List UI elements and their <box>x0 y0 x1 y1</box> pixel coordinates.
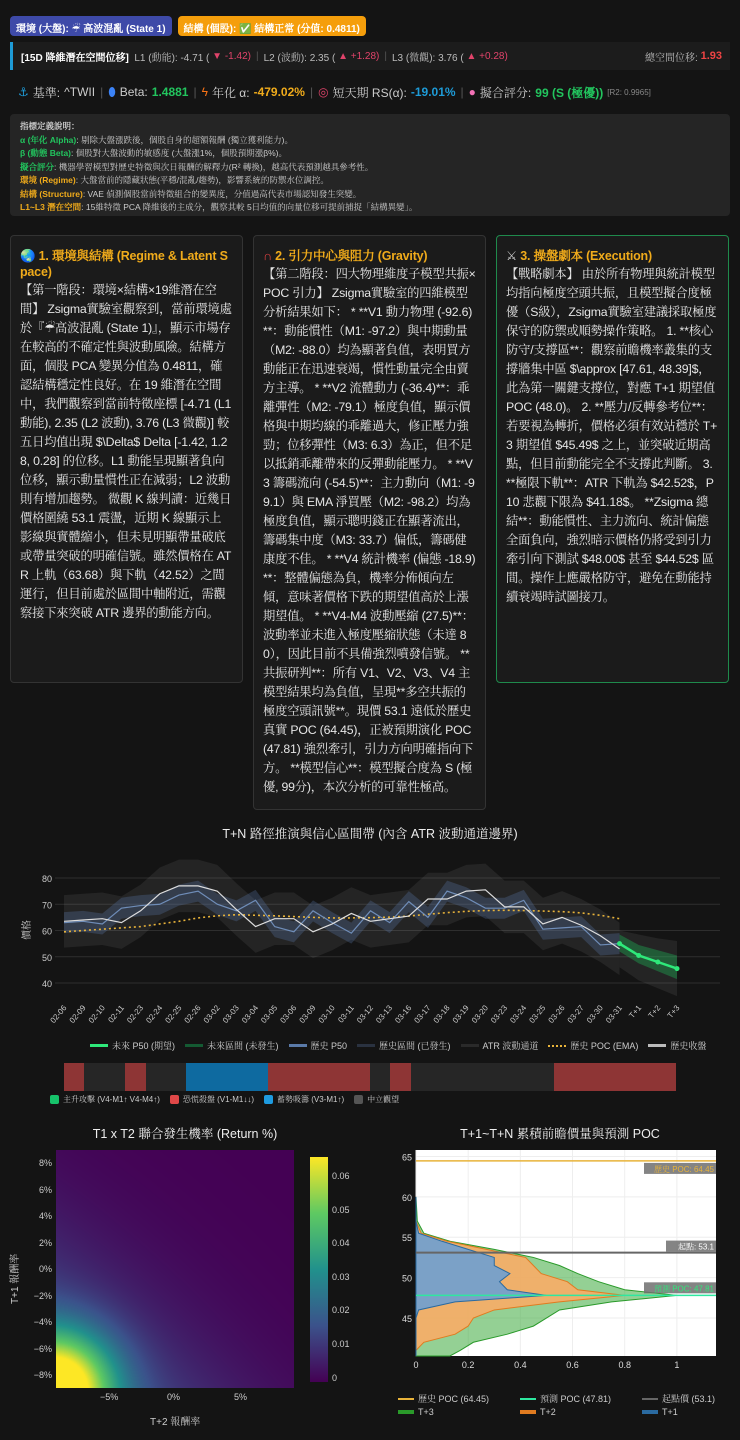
legend-label: 蓄勢吸籌 (V3-M1↑) <box>277 1095 345 1104</box>
regime-segment <box>186 1063 268 1091</box>
legend-label: ATR 波動通道 <box>482 1041 539 1051</box>
y-tick-label: 45 <box>401 1314 412 1325</box>
svg-text:起點: 53.1: 起點: 53.1 <box>677 1242 714 1252</box>
regime-legend <box>50 1094 399 1105</box>
y-tick-label: 70 <box>41 900 52 911</box>
future-point <box>675 966 680 971</box>
card-title: 1. 環境與結構 (Regime & Latent Space) <box>20 249 228 279</box>
colorbar-tick-label: 0.04 <box>332 1238 350 1249</box>
legend-item[interactable] <box>398 1392 512 1405</box>
legend-swatch <box>170 1095 179 1104</box>
x-tick-label: 03-17 <box>412 1003 433 1025</box>
legend-swatch <box>548 1045 566 1047</box>
definition-key: 環境 (Regime) <box>20 175 76 185</box>
x-tick-label: T+1 <box>627 1003 644 1021</box>
legend-label: 歷史 POC (EMA) <box>570 1041 639 1051</box>
anchor-icon: ⚓ <box>18 85 29 99</box>
legend-label: 起點價 (53.1) <box>662 1394 716 1404</box>
l1-value: L1 (動能): -4.71 ( <box>134 52 210 64</box>
regime-segment <box>411 1063 554 1091</box>
x-tick-label: 0.2 <box>461 1360 475 1370</box>
x-tick-label: 03-10 <box>316 1003 337 1025</box>
regime-segment <box>64 1063 84 1091</box>
alpha-label: 年化 α: <box>211 85 250 100</box>
x-tick-label: 02-09 <box>67 1003 88 1025</box>
regime-badge: 環境 (大盤): ☔ 高波混亂 (State 1) <box>10 16 172 36</box>
regime-segment <box>390 1063 410 1091</box>
y-tick-label: 2% <box>38 1237 52 1248</box>
legend-label: 中立觀望 <box>367 1095 400 1104</box>
legend-item[interactable] <box>90 1039 175 1052</box>
legend-swatch <box>264 1095 273 1104</box>
regime-segment <box>554 1063 676 1091</box>
alpha-value: -479.02% <box>253 85 305 99</box>
x-tick-label: 0.6 <box>566 1360 579 1370</box>
y-tick-label: 60 <box>401 1192 412 1203</box>
path-chart <box>0 840 740 1040</box>
y-tick-label: 50 <box>41 952 52 963</box>
future-point <box>617 941 622 946</box>
x-tick-label: −5% <box>100 1392 119 1402</box>
legend-swatch <box>357 1044 375 1047</box>
y-tick-label: −6% <box>33 1343 52 1354</box>
y-tick-label: 6% <box>38 1184 52 1195</box>
legend-item[interactable] <box>357 1039 451 1052</box>
colorbar-tick-label: 0.05 <box>332 1204 350 1215</box>
regime-segment <box>370 1063 390 1091</box>
regime-legend-item <box>50 1094 160 1105</box>
colorbar-tick-label: 0.03 <box>332 1271 350 1282</box>
x-axis-label: T+2 報酬率 <box>150 1417 201 1428</box>
total-shift-value: 1.93 <box>700 50 722 62</box>
legend-item[interactable] <box>548 1039 638 1052</box>
x-tick-label: 03-05 <box>259 1003 280 1025</box>
legend-label: T+3 <box>418 1407 434 1417</box>
x-tick-label: 0.8 <box>618 1360 631 1370</box>
total-shift-label: 總空間位移: <box>645 52 698 64</box>
beta-value: 1.4881 <box>151 85 189 99</box>
future-point <box>636 953 641 958</box>
definition-key: L1~L3 潛在空間 <box>20 202 82 212</box>
colorbar-tick-label: 0.06 <box>332 1171 350 1181</box>
y-tick-label: 4% <box>38 1211 52 1221</box>
y-tick-label: 40 <box>41 979 52 989</box>
x-tick-label: 03-30 <box>584 1003 605 1025</box>
regime-segment <box>84 1063 125 1091</box>
y-axis-label: 價格 <box>22 920 33 940</box>
x-tick-label: 03-06 <box>278 1003 299 1025</box>
x-tick-label: 5% <box>234 1392 248 1402</box>
volume-profile-chart <box>380 1142 740 1382</box>
x-tick-label: 03-31 <box>604 1003 625 1025</box>
lightning-icon: ϟ <box>201 85 208 99</box>
definition-key: 結構 (Structure) <box>20 188 83 199</box>
legend-swatch <box>50 1095 59 1104</box>
x-tick-label: 02-11 <box>106 1003 127 1025</box>
l3-value: L3 (微觀): 3.76 ( <box>392 52 464 64</box>
path-chart-title: T+N 路徑推演與信心區間帶 (內含 ATR 波動通道邊界) <box>222 827 518 841</box>
definitions-title: 指標定義說明： <box>20 121 80 131</box>
definition-text: : 個股對大盤波動的敏感度 (大盤漲1%，個股預期漲β%)。 <box>71 148 287 158</box>
x-tick-label: 02-23 <box>125 1003 146 1025</box>
definition-key: β (動態 Beta) <box>20 148 71 158</box>
legend-swatch <box>185 1044 203 1047</box>
definition-text: : 大盤當前的隱藏狀態(平穩/混亂/趨勢)，影響系統的防禦水位調控。 <box>75 175 329 185</box>
y-tick-label: 55 <box>401 1233 412 1244</box>
future-point <box>655 960 660 965</box>
card-body: 【第二階段：四大物理維度子模型共振×POC 引力】 Zsigma實驗室的四維模型分析結果如下： * **V1 動力物理 (-92.6)**：動能慣性（M1: -97.2）與中期動量（M2: -88.0）均為顯著負值，表明買方動能正在迅速衰竭，慣性動量完全由賣方主導。 * **V2 流體動力 (-36.4)**：乖離彈性（M2: -79.1）極度負值，顯示價格與中期均線的乖離過大，修正壓力強勁；位移彈性（M3: 6.3）為正，但不足以抵銷乖離帶來的反彈動能壓力。 * **V3 籌碼流向 (-54.5)**：主力動向（M1: -99.1）與 EMA 淨買壓（M2: -98.2）均為極度負值，顯示聰明錢正在顯著流出，籌碼集中度（M3: 33.7）偏低，籌碼健康度不佳。 * **V4 統計機率 (偏態 -18.9)**：整體偏態為負，機率分佈傾向左傾，意味著價格下跌的期望值高於上漲期望值。 * **V4-M4 波動壓縮 (27.5)**：波動率並未進入極度壓縮狀態（未達 80），因此目前不具備強烈噴發信號。 **共振研判**：所有 V1、V2、V3、V4 主模型結果均為負值，呈現**多空共振的極度空頭訊號**。現價 53.1 遠低於歷史真實 POC (64.45)，正被預期演化 POC (47.81) 強烈牽引，引力方向明確指向下方。 **模型信心**：模型擬合度為 S (極優, 99分)，本次分析的可靠性極高。 <box>263 267 476 794</box>
annotation-pred <box>644 1282 716 1293</box>
card-body: 【戰略劇本】 由於所有物理與統計模型均指向極度空頭共振，且模型擬合度極優（S級），Zsigma實驗室建議採取極度保守的防禦或順勢操作策略。 1. **核心防守/支撐區**：觀察前瞻機率叢集的支撐牆集中區 $\approx [47.61, 48.39]$，此為第一關鍵支撐位，對應 T+1 期望值 POC (48.0)。 2. **壓力/反轉參考位**：若要視為轉折，價格必須有效站穩於 T+3 期望值 $45.49$ 之上，並突破近期高點，但目前動能完全不支撐此判斷。 3. **極限下軌**：ATR 下軌為 $42.52$，P10 悲觀下限為 $41.18$。 **Zsigma 總結**：動能慣性、主力流向、統計偏態全面負向，強烈暗示價格仍將受到引力牽引向下測試 $48.00$ 甚至 $44.52$ 區間。操作上應嚴格防守，避免在動能持續衰竭時試圖接刀。 <box>506 267 718 604</box>
legend-item[interactable] <box>185 1039 279 1052</box>
fit-value: 99 (S (極優)) <box>535 85 604 100</box>
l3-delta: ▲ +0.28) <box>466 50 508 62</box>
card-title: 2. 引力中心與阻力 (Gravity) <box>275 249 428 263</box>
volume-profile-title: T+1~T+N 累積前瞻價量與預測 POC <box>460 1127 660 1141</box>
y-tick-label: 8% <box>38 1158 52 1168</box>
svg-text:歷史 POC: 64.45: 歷史 POC: 64.45 <box>653 1164 714 1174</box>
colorbar-tick-label: 0.01 <box>332 1339 350 1349</box>
badge-row <box>10 16 366 36</box>
x-tick-label: 02-10 <box>86 1003 107 1025</box>
legend-swatch <box>398 1410 414 1414</box>
path-chart-legend <box>90 1039 706 1052</box>
legend-item[interactable] <box>520 1407 634 1417</box>
legend-label: 未來 P50 (期望) <box>112 1041 176 1051</box>
shield-icon: ⬮ <box>108 84 116 99</box>
rs-value: -19.01% <box>410 85 456 99</box>
x-tick-label: 02-06 <box>48 1003 69 1025</box>
legend-swatch <box>354 1095 363 1104</box>
regime-bar <box>64 1063 676 1091</box>
charts-section <box>0 128 740 1440</box>
x-tick-label: 03-11 <box>336 1003 356 1025</box>
y-tick-label: 80 <box>41 874 52 884</box>
legend-item[interactable] <box>289 1039 348 1052</box>
legend-swatch <box>289 1044 307 1047</box>
x-tick-label: 03-03 <box>220 1003 241 1025</box>
legend-label: T+1 <box>662 1407 678 1417</box>
legend-swatch <box>520 1398 536 1400</box>
legend-swatch <box>461 1044 479 1047</box>
rs-label: 短天期 RS(α): <box>332 85 407 100</box>
legend-label: T+2 <box>540 1407 556 1417</box>
y-tick-label: 60 <box>41 926 52 937</box>
x-tick-label: T+3 <box>665 1003 682 1021</box>
card-title: 3. 操盤劇本 (Execution) <box>520 249 652 263</box>
x-tick-label: 03-20 <box>469 1003 490 1025</box>
magnet-icon: ∩ <box>263 249 272 263</box>
x-tick-label: 03-16 <box>393 1003 414 1025</box>
volume-profile-legend <box>398 1392 738 1417</box>
definition-key: α (年化 Alpha) <box>20 134 77 145</box>
brain-icon: ● <box>468 85 476 99</box>
legend-label: 主升攻擊 (V4-M1↑ V4-M4↑) <box>63 1095 160 1104</box>
legend-item[interactable] <box>398 1407 512 1417</box>
heatmap <box>56 1150 294 1388</box>
x-tick-label: 03-13 <box>374 1003 395 1025</box>
metrics-row: ⚓ 基準: ^TWII | ⬮ Beta: 1.4881 | ϟ 年化 α: -479.02% | ◎ 短天期 RS(α): -19.01% | ● 擬合評分: 99 (S (極優)) [R2: 0.9965] <box>18 84 651 100</box>
latent-shift-bar: [15D 降維潛在空間位移] L1 (動能): -4.71 ( ▼ -1.42) | L2 (波動): 2.35 ( ▲ +1.28) | L3 (微觀): 3.76 ( ▲ +0.28) 總空間位移: 1.93 <box>10 42 730 70</box>
regime-legend-item <box>354 1094 399 1105</box>
beta-label: Beta: <box>119 85 148 99</box>
legend-item[interactable] <box>461 1039 539 1052</box>
x-tick-label: 03-27 <box>565 1003 586 1025</box>
legend-swatch <box>398 1398 414 1400</box>
definition-text: : 機器學習模型對歷史特徵與次日報酬的解釋力(R² 轉換)，越高代表預測越具參考性。 <box>54 161 374 172</box>
svg-text:預測 POC: 47.81: 預測 POC: 47.81 <box>653 1284 714 1294</box>
x-tick-label: 03-04 <box>240 1003 261 1025</box>
legend-swatch <box>520 1410 536 1414</box>
x-tick-label: 03-02 <box>201 1003 222 1025</box>
x-tick-label: 03-23 <box>489 1003 510 1025</box>
globe-icon: 🌏 <box>20 249 36 263</box>
legend-label: 歷史收盤 <box>670 1041 707 1051</box>
x-tick-label: 03-26 <box>546 1003 567 1025</box>
regime-segment <box>268 1063 370 1091</box>
benchmark-value: ^TWII <box>64 85 96 99</box>
y-tick-label: −2% <box>33 1290 52 1301</box>
legend-swatch <box>642 1410 658 1414</box>
benchmark-label: 基準: <box>32 85 61 100</box>
definition-key: 擬合評分 <box>20 161 55 172</box>
regime-legend-item <box>264 1094 344 1105</box>
y-tick-label: 65 <box>401 1152 412 1163</box>
x-tick-label: 03-25 <box>527 1003 548 1025</box>
legend-item[interactable] <box>642 1407 738 1417</box>
x-tick-label: T+2 <box>646 1003 663 1021</box>
swords-icon: ⚔ <box>506 249 518 263</box>
legend-swatch <box>642 1398 658 1400</box>
heatmap-title: T1 x T2 聯合發生機率 (Return %) <box>92 1127 278 1141</box>
x-tick-label: 02-24 <box>144 1003 165 1025</box>
regime-legend-item <box>170 1094 254 1105</box>
l2-delta: ▲ +1.28) <box>338 50 380 62</box>
annotation-hist <box>644 1163 716 1174</box>
x-tick-label: 0 <box>413 1360 419 1370</box>
x-tick-label: 1 <box>674 1360 680 1370</box>
colorbar <box>310 1157 328 1382</box>
x-tick-label: 0% <box>167 1392 181 1402</box>
y-tick-label: 0% <box>38 1264 52 1274</box>
x-tick-label: 03-12 <box>354 1003 376 1025</box>
y-tick-label: −4% <box>33 1317 52 1327</box>
definition-text: : 剔除大盤漲跌後，個股自身的超額報酬 (獨立獲利能力)。 <box>76 134 293 145</box>
y-tick-label: −8% <box>33 1370 52 1380</box>
target-icon: ◎ <box>318 85 329 99</box>
l2-value: L2 (波動): 2.35 ( <box>263 52 336 64</box>
legend-label: 歷史 POC (64.45) <box>418 1394 490 1404</box>
x-tick-label: 0.4 <box>514 1360 527 1370</box>
legend-label: 歷史區間 (已發生) <box>379 1041 451 1051</box>
legend-item[interactable] <box>648 1039 706 1052</box>
regime-segment <box>125 1063 145 1091</box>
r2-value: [R2: 0.9965] <box>607 87 651 97</box>
colorbar-tick-label: 0.02 <box>332 1305 350 1316</box>
y-axis-label: T+1 報酬率 <box>10 1253 21 1304</box>
legend-swatch <box>90 1044 108 1047</box>
colorbar-tick-label: 0 <box>332 1372 338 1383</box>
latent-title: [15D 降維潛在空間位移] <box>21 52 129 64</box>
card-body: 【第一階段：環境×結構×19維潛在空間】 Zsigma實驗室觀察到，當前環境處於『☔高波混亂 (State 1)』，顯示市場存在較高的不確定性與波動風險。結構方面，個股 PCA 變異分值為 0.4811，確認結構穩定性良好。在 19 維潛在空間中，我們觀察到當前特徵座標 [-4.71 (L1 動能), 2.35 (L2 波動), 3.76 (L3 微觀)] 較五日均值出現 $\Delta$ Delta [-1.42, 1.28, 0.28] 的位移。L1 動能呈現顯著負向位移，顯示動量慣性正在減弱；L2 波動則有增加趨勢。 微觀 K 線判讀：近幾日價格圍繞 53.1 震盪，近期 K 線顯示上影線與實體縮小，但未見明顯帶量破底或帶量突破的明確信號。雖然價格在 ATR 上軌（63.68）與下軌（42.52）之間運行，但目前處於區間中軸附近，需觀察接下來突破 ATR 邊界的動能方向。 <box>20 283 232 620</box>
x-tick-label: 02-26 <box>182 1003 203 1025</box>
legend-label: 預測 POC (47.81) <box>540 1394 612 1404</box>
structure-badge: 結構 (個股): ✅ 結構正常 (分值: 0.4811) <box>178 16 366 36</box>
l1-delta: ▼ -1.42) <box>212 50 251 62</box>
x-tick-label: 03-09 <box>297 1003 318 1025</box>
legend-item[interactable] <box>520 1392 634 1405</box>
legend-swatch <box>648 1044 666 1047</box>
x-tick-label: 03-24 <box>508 1003 529 1025</box>
definition-text: : VAE 偵測個股當前特徵組合的變異度，分值過高代表市場認知發生突變。 <box>82 188 362 199</box>
fit-label: 擬合評分: <box>479 85 532 100</box>
legend-label: 恐慌殺盤 (V1-M1↓↓) <box>182 1095 255 1104</box>
x-tick-label: 03-18 <box>431 1003 452 1025</box>
definition-text: : 15維特徵 PCA 降維後的主成分，觀察其較 5日均值的向量位移可提前捕捉「結構異變」。 <box>81 202 418 212</box>
legend-item[interactable] <box>642 1392 738 1405</box>
annotation-start <box>666 1241 716 1252</box>
legend-label: 歷史 P50 <box>310 1041 348 1051</box>
x-tick-label: 02-25 <box>163 1003 184 1025</box>
y-tick-label: 50 <box>401 1273 412 1284</box>
x-tick-label: 03-19 <box>450 1003 471 1025</box>
legend-label: 未來區間 (未發生) <box>207 1041 279 1051</box>
regime-segment <box>146 1063 187 1091</box>
